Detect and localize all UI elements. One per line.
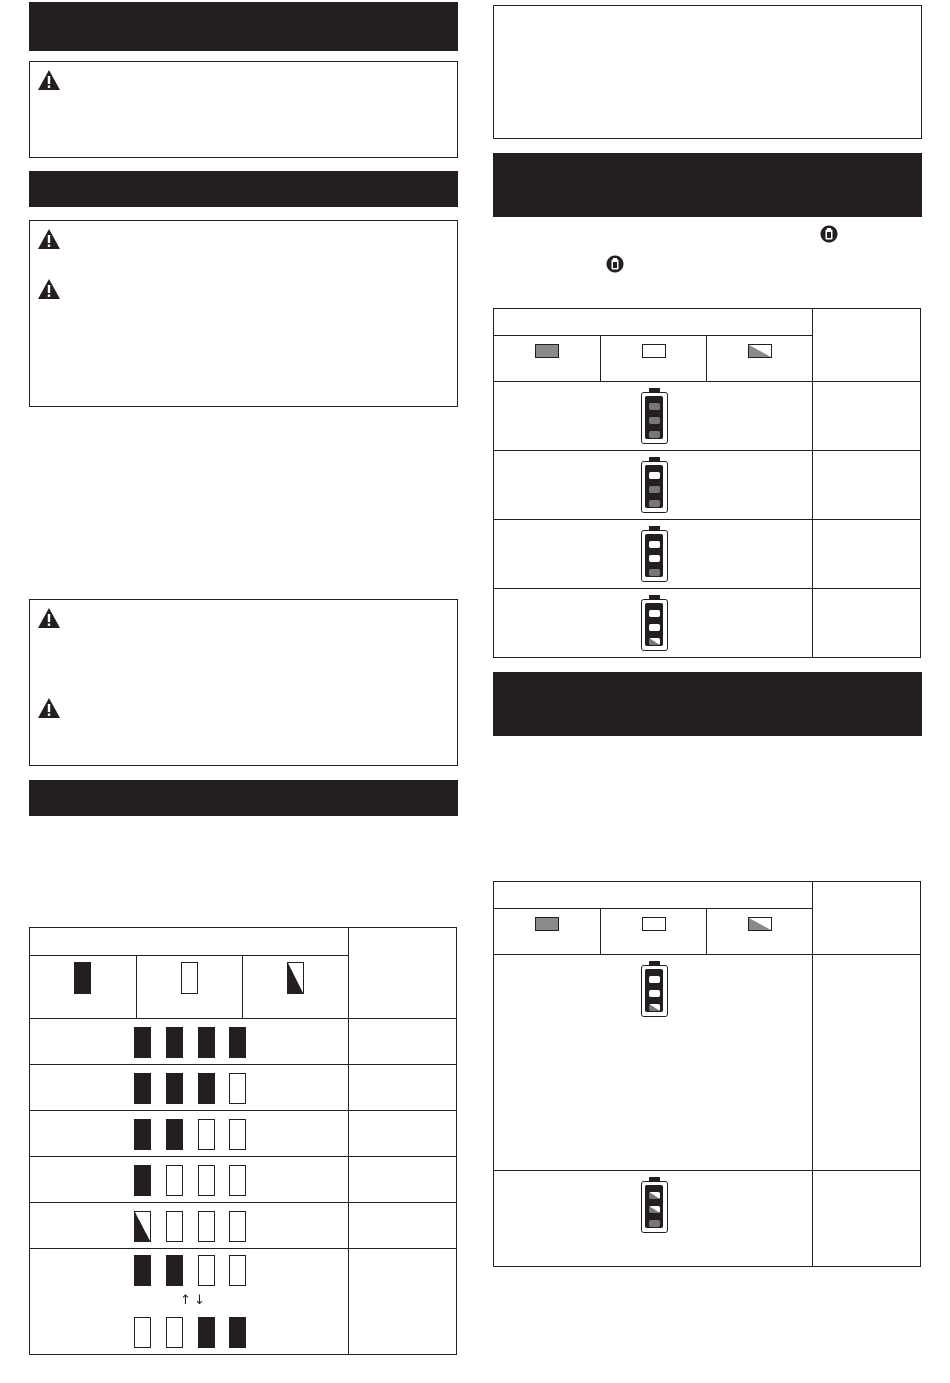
table-row xyxy=(494,451,921,520)
gauge-cell xyxy=(494,451,813,520)
indicator-lamp xyxy=(166,1317,183,1348)
battery-level-segment xyxy=(649,569,660,576)
gauge-cell xyxy=(494,955,813,1171)
indicator-lamp xyxy=(198,1119,215,1150)
gauge-cell xyxy=(494,589,813,658)
battery-indicator-table-2 xyxy=(493,881,921,1267)
indicator-lamp xyxy=(229,1027,246,1058)
description-cell xyxy=(349,1019,457,1065)
indicator-lamp xyxy=(166,1119,183,1150)
lamp-blinking-icon xyxy=(748,917,772,931)
battery-level-segment xyxy=(649,555,660,562)
lamp-cell xyxy=(30,1019,349,1065)
battery-level-segment xyxy=(649,990,660,997)
battery-level-segment xyxy=(649,472,660,479)
legend-cell-white xyxy=(600,909,706,955)
indicator-lamp xyxy=(229,1211,246,1242)
warning-box-3 xyxy=(29,599,458,766)
description-cell xyxy=(813,1171,921,1267)
battery-gauge-icon xyxy=(641,595,668,651)
indicator-lamp xyxy=(229,1119,246,1150)
lamp-gray-icon xyxy=(535,917,559,931)
legend-cell-blinking xyxy=(242,956,349,1019)
table-row xyxy=(30,1111,457,1157)
indicator-lamp xyxy=(198,1027,215,1058)
description-cell xyxy=(813,520,921,589)
legend-cell-gray xyxy=(494,909,601,955)
legend-cell-diagonal xyxy=(706,336,813,382)
indicator-lamp xyxy=(166,1211,183,1242)
arrow-up-icon: ↑ xyxy=(180,1293,191,1308)
lamp-white-icon xyxy=(642,917,666,931)
table-row xyxy=(30,1249,457,1355)
indicator-lamp xyxy=(198,1317,215,1348)
section-header-bar-3 xyxy=(29,780,458,816)
indicator-lamp xyxy=(229,1255,246,1286)
table-row xyxy=(30,1203,457,1249)
table-header-cell xyxy=(813,309,921,382)
legend-cell-gray xyxy=(494,336,601,382)
table-row xyxy=(30,1019,457,1065)
battery-gauge-icon xyxy=(641,457,668,513)
indicator-lamp xyxy=(229,1317,246,1348)
battery-level-segment xyxy=(649,638,660,645)
table-header-cell xyxy=(494,882,813,909)
battery-level-segment xyxy=(649,403,660,410)
battery-level-segment xyxy=(649,486,660,493)
legend-cell-diagonal xyxy=(706,909,813,955)
indicator-lamp xyxy=(229,1165,246,1196)
note-box xyxy=(493,5,922,139)
lamp-cell xyxy=(30,1157,349,1203)
description-cell xyxy=(349,1111,457,1157)
table-header-cell xyxy=(494,309,813,336)
warning-triangle-icon xyxy=(37,69,61,91)
arrow-down-icon: ↓ xyxy=(194,1293,205,1308)
lamp-cell xyxy=(30,1249,349,1355)
battery-level-segment xyxy=(649,610,660,617)
battery-gauge-icon xyxy=(641,1177,668,1233)
gauge-cell xyxy=(494,382,813,451)
description-cell xyxy=(349,1249,457,1355)
legend-cell-white xyxy=(600,336,706,382)
table-row xyxy=(30,1065,457,1111)
indicator-lamp xyxy=(166,1073,183,1104)
table-row xyxy=(494,589,921,658)
indicator-lamp xyxy=(134,1027,151,1058)
battery-level-segment xyxy=(649,624,660,631)
battery-level-segment xyxy=(649,1220,660,1227)
indicator-lamp xyxy=(166,1165,183,1196)
table-row xyxy=(494,520,921,589)
battery-indicator-table-1 xyxy=(493,308,921,658)
indicator-lamp xyxy=(198,1211,215,1242)
section-header-bar-5 xyxy=(493,672,922,736)
lamp-blinking-icon xyxy=(748,344,772,358)
table-row xyxy=(494,1171,921,1267)
battery-level-segment xyxy=(649,500,660,507)
indicator-lit-icon xyxy=(74,962,91,994)
description-cell xyxy=(349,1203,457,1249)
battery-symbol-icon xyxy=(820,225,838,243)
warning-triangle-icon xyxy=(37,278,61,300)
warning-triangle-icon xyxy=(37,697,61,719)
table-header-cell xyxy=(349,928,457,1019)
indicator-lamp xyxy=(134,1317,151,1348)
table-row xyxy=(494,955,921,1171)
table-row xyxy=(494,382,921,451)
indicator-lamp xyxy=(198,1255,215,1286)
table-header-cell xyxy=(30,928,349,956)
indicator-blinking-icon xyxy=(287,962,304,994)
warning-triangle-icon xyxy=(37,607,61,629)
section-header-bar-2 xyxy=(29,171,458,207)
indicator-off-icon xyxy=(181,962,198,994)
indicator-lamp xyxy=(134,1119,151,1150)
indicator-lamp xyxy=(198,1165,215,1196)
indicator-lamp xyxy=(134,1073,151,1104)
battery-gauge-icon xyxy=(641,388,668,444)
indicator-lamp xyxy=(134,1165,151,1196)
warning-box-2 xyxy=(29,220,458,407)
legend-cell-off xyxy=(136,956,242,1019)
indicator-lamp xyxy=(134,1211,151,1242)
battery-level-segment xyxy=(649,431,660,438)
gauge-cell xyxy=(494,1171,813,1267)
description-cell xyxy=(813,451,921,520)
legend-cell-lit xyxy=(30,956,137,1019)
indicator-lamp-table xyxy=(29,927,457,1355)
section-header-bar-4 xyxy=(493,153,922,217)
description-cell xyxy=(813,589,921,658)
battery-level-segment xyxy=(649,1192,660,1199)
lamp-cell xyxy=(30,1203,349,1249)
description-cell xyxy=(813,955,921,1171)
table-row xyxy=(30,1157,457,1203)
battery-level-segment xyxy=(649,1004,660,1011)
indicator-lamp xyxy=(166,1255,183,1286)
description-cell xyxy=(349,1157,457,1203)
battery-level-segment xyxy=(649,976,660,983)
battery-symbol-icon xyxy=(606,255,624,273)
battery-level-segment xyxy=(649,541,660,548)
warning-triangle-icon xyxy=(37,228,61,250)
indicator-lamp xyxy=(198,1073,215,1104)
table-header-cell xyxy=(813,882,921,955)
lamp-cell xyxy=(30,1065,349,1111)
lamp-gray-icon xyxy=(535,344,559,358)
warning-box-1 xyxy=(29,61,458,158)
battery-gauge-icon xyxy=(641,526,668,582)
description-cell xyxy=(813,382,921,451)
battery-level-segment xyxy=(649,1206,660,1213)
section-header-bar-1 xyxy=(29,2,458,51)
battery-gauge-icon xyxy=(641,961,668,1017)
lamp-white-icon xyxy=(642,344,666,358)
gauge-cell xyxy=(494,520,813,589)
battery-level-segment xyxy=(649,417,660,424)
indicator-lamp xyxy=(229,1073,246,1104)
description-cell xyxy=(349,1065,457,1111)
indicator-lamp xyxy=(166,1027,183,1058)
indicator-lamp xyxy=(134,1255,151,1286)
lamp-cell xyxy=(30,1111,349,1157)
